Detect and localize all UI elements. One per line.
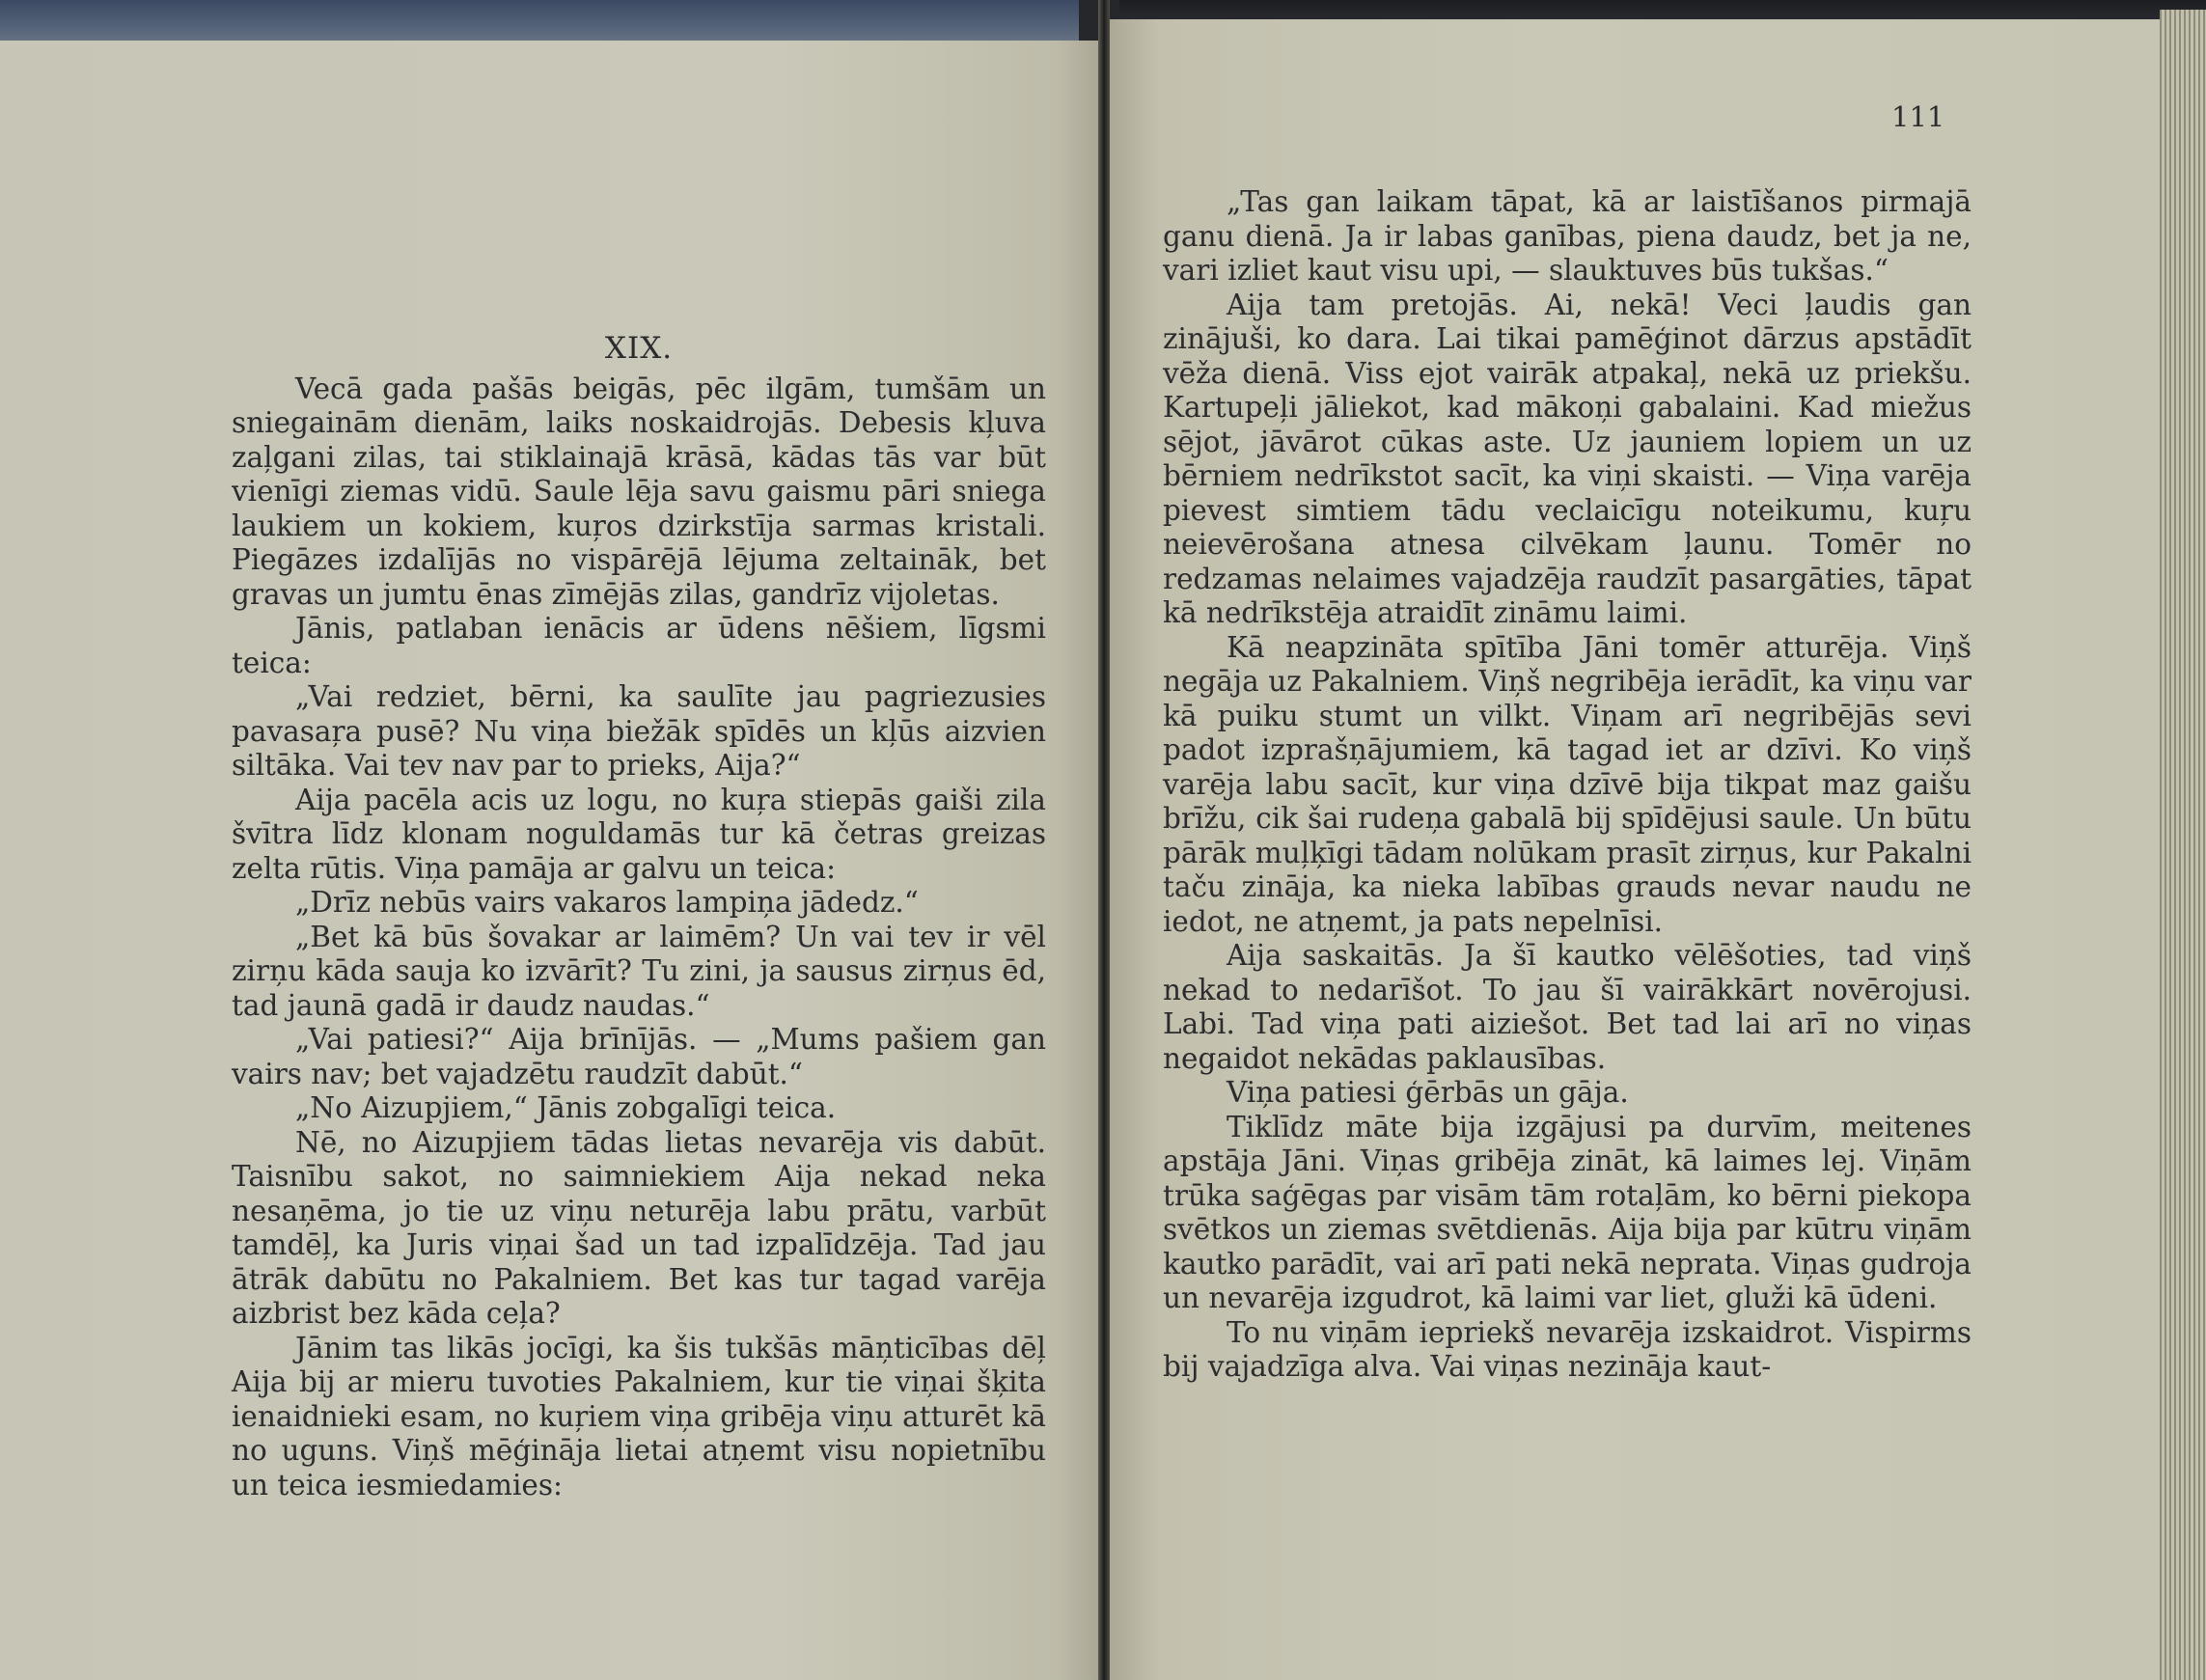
background-book-cover (0, 0, 1079, 46)
paragraph: Tiklīdz māte bija izgājusi pa durvīm, meitenes apstāja Jāni. Viņas gribēja zināt, kā laimes lej. Viņām trūka saģēgas par visām tām rotaļām, ko bērni piekopa svētkos un ziemas svētdienās. Aija bija par kūtru viņām kautko parādīt, vai arī pati nekā neprata. Viņas gudroja un nevarēja izgudrot, kā laimi var liet, gluži kā ūdeni. (1163, 1110, 1972, 1314)
paragraph: Aija saskaitās. Ja šī kautko vēlēšoties, tad viņš nekad to nedarīšot. To jau šī vairākkārt novērojusi. Labi. Tad viņa pati aiziešot. Bet tad lai arī no viņas negaidot nekādas paklausības. (1163, 939, 1972, 1075)
paragraph: „Vai redziet, bērni, ka saulīte jau pagriezusies pavasaŗa pusē? Nu viņa biežāk spīdēs un kļūs aizvien siltāka. Vai tev nav par to prieks, Aija?“ (232, 680, 1046, 782)
paragraph: „Bet kā būs šovakar ar laimēm? Un vai tev ir vēl zirņu kāda sauja ko izvārīt? Tu zini, ja sausus zirņus ēd, tad jaunā gadā ir daudz naudas.“ (232, 920, 1046, 1022)
paragraph: To nu viņām iepriekš nevarēja izskaidrot. Vispirms bij vajadzīga alva. Vai viņas nezināja kaut- (1163, 1315, 1972, 1383)
page-number: 111 (1891, 100, 1945, 133)
chapter-heading: XIX. (604, 331, 674, 366)
paragraph: „Drīz nebūs vairs vakaros lampiņa jādedz.“ (295, 886, 919, 919)
paragraph: „Tas gan laikam tāpat, kā ar laistīšanos pirmajā ganu dienā. Ja ir labas ganības, piena daudz, bet ja ne, vari izliet kaut visu upi, — slauktuves būs tukšas.“ (1163, 185, 1972, 287)
paragraph: Aija tam pretojās. Ai, nekā! Veci ļaudis gan zinājuši, ko dara. Lai tikai pamēģinot dārzus apstādīt vēža dienā. Viss ejot vairāk atpakaļ, nekā uz priekšu. Kartupeļi jāliekot, kad mākoņi gabalaini. Kad miežus sējot, jāvārot cūkas aste. Uz jauniem lopiem un uz bērniem nedrīkstot sacīt, ka viņi skaisti. — Viņa varēja pievest simtiem tādu veclaicīgu noteikumu, kuŗu neievērošana atnesa cilvēkam ļaunu. Tomēr no redzamas nelaimes vajadzēja raudzīt pasargāties, tāpat kā nedrīkstēja atraidīt zināmu laimi. (1163, 288, 1972, 629)
paragraph: Jānis, patlaban ienācis ar ūdens nēšiem, līgsmi teica: (232, 612, 1046, 679)
paragraph: Aija pacēla acis uz logu, no kuŗa stiepās gaiši zila švītra līdz klonam noguldamās tur kā četras greizas zelta rūtis. Viņa pamāja ar galvu un teica: (232, 783, 1046, 885)
page-edges (2160, 10, 2206, 1680)
right-page-text (1163, 185, 1972, 1385)
book-gutter (1098, 0, 1110, 1680)
paragraph: Kā neapzināta spītība Jāni tomēr atturēja. Viņš negāja uz Pakalniem. Viņš negribēja ierādīt, ka viņu var kā puiku stumt un vilkt. Viņam arī negribējās sevi padot izprašņājumiem, kā tagad iet ar dzīvi. Ko viņš varēja labu sacīt, kur viņa dzīvē bija tikpat maz gaišu brīžu, cik šai rudeņa gabalā bij spīdējusi saule. Un būtu pārāk muļķīgi tādam nolūkam prasīt zirņus, kur Pakalni taču zināja, ka nieka labības grauds nevar naudu ne iedot, ne atņemt, ja pats nepelnīsi. (1163, 630, 1972, 938)
paragraph: Jānim tas likās jocīgi, ka šis tukšās māņticības dēļ Aija bij ar mieru tuvoties Pakalniem, kur tie viņai šķita ienaidnieki esam, no kuŗiem viņa gribēja viņu atturēt kā no uguns. Viņš mēģināja lietai atņemt visu nopietnību un teica iesmiedamies: (232, 1331, 1046, 1501)
paragraph: Nē, no Aizupjiem tādas lietas nevarēja vis dabūt. Taisnību sakot, no saimniekiem Aija nekad neka nesaņēma, jo tie uz viņu neturēja labu prātu, varbūt tamdēļ, ka Juris viņai šad un tad izpalīdzēja. Tad jau ātrāk dabūtu no Pakalniem. Bet kas tur tagad varēja aizbrist bez kāda ceļa? (232, 1125, 1046, 1330)
paragraph: „No Aizupjiem,“ Jānis zobgalīgi teica. (295, 1091, 837, 1124)
paragraph: „Vai patiesi?“ Aija brīnījās. — „Mums pašiem gan vairs nav; bet vajadzētu raudzīt dabūt.“ (232, 1023, 1046, 1090)
left-page-text (232, 332, 1046, 1502)
paragraph: Vecā gada pašās beigās, pēc ilgām, tumšām un sniegainām dienām, laiks noskaidrojās. Debesis kļuva zaļgani zilas, tai stiklainajā krāsā, kādas tās var būt vienīgi ziemas vidū. Saule lēja savu gaismu pāri sniega laukiem un kokiem, kuŗos dzirkstīja sarmas kristali. Piegāzes izdalījās no vispārējā lējuma zeltaināk, bet gravas un jumtu ēnas zīmējās zilas, gandrīz vijoletas. (232, 372, 1046, 611)
paragraph: Viņa patiesi ģērbās un gāja. (1227, 1076, 1629, 1109)
